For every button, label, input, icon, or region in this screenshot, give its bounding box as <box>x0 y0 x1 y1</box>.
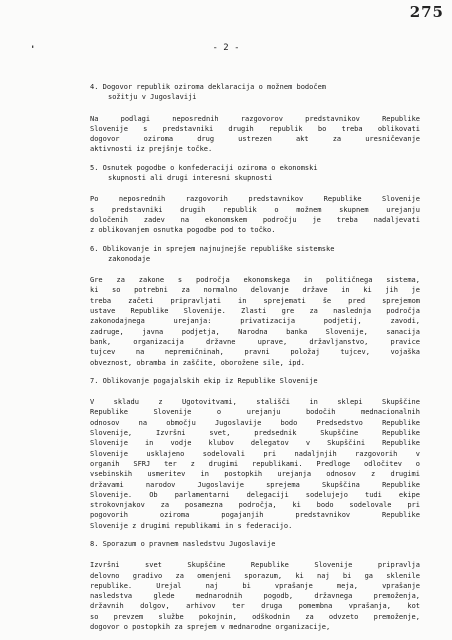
section-heading-line: 8. Sporazum o pravnem nasledstvu Jugoslavije <box>90 539 276 548</box>
paragraph-line: Slovenije z drugimi republikami in s federacijo. <box>90 521 293 530</box>
paragraph-line: so prevzem službe pokojnin, odškodnin za odvzeto premoženje, <box>90 612 420 621</box>
paragraph-line: odnosov na območju Jugoslavije bodo Predsedstvo Republike <box>90 418 420 427</box>
paragraph-line: državami narodov Jugoslavije sprejema Skupščina Republike <box>90 480 420 489</box>
paragraph-line: Gre za zakone s področja ekonomskega in političnega sistema, <box>90 276 420 285</box>
paragraph-line: Slovenije. Ob parlamentarni delegaciji sodelujejo tudi ekipe <box>90 490 420 499</box>
paragraph-line: dogovor o postopkih za sprejem v mednarodne organizacije, <box>90 623 331 632</box>
section-heading <box>90 244 420 265</box>
section-heading <box>90 163 420 184</box>
paragraph-line: državnih dolgov, arhivov ter druga pomembna vprašanja, kot <box>90 602 420 611</box>
section-paragraph <box>90 560 420 632</box>
section-heading-line: sožitju v Jugoslaviji <box>108 93 197 102</box>
paragraph-line: z oblikovanjem osnutka pogodbe pod to točko. <box>90 226 276 235</box>
paragraph-line: strokovnjakov za posamezna področja, ki bodo sodelovale pri <box>90 501 420 510</box>
paragraph-line: organih SFRJ ter z drugimi republikami. Predloge odločitev o <box>90 459 420 468</box>
paragraph-line: Slovenije, Izvršni svet, predsednik Skupščine Republike <box>90 429 420 438</box>
paragraph-line: ustave Republike Slovenije. Zlasti gre za naslednja področja <box>90 307 420 316</box>
paragraph-line: določenih zadev na ekonomskem področju je treba nadaljevati <box>90 215 420 224</box>
section-heading <box>90 539 420 549</box>
paragraph-line: pogovorih oziroma pogajanjih predstavnikov Republike <box>90 511 420 520</box>
section-paragraph <box>90 397 420 531</box>
paragraph-line: V skladu z Ugotovitvami, stališči in sklepi Skupščine <box>90 398 420 407</box>
section-heading-line: 6. Oblikovanje in sprejem najnujnejše republiške sistemske <box>90 244 335 253</box>
paragraph-line: s predstavniki drugih republik o možnem skupnem urejanju <box>90 205 420 214</box>
paragraph-line: aktivnosti iz prejšnje točke. <box>90 145 213 154</box>
section-heading-line: 4. Dogovor republik oziroma deklaracija o možnem bodočem <box>90 83 327 91</box>
paragraph-line: obveznost, obramba in zaščite, oborožene sile, ipd. <box>90 358 305 367</box>
margin-mark: ' <box>30 45 36 55</box>
paragraph-line: vsebinskih usmeritev in postopkih urejanja odnosov z drugimi <box>90 470 420 479</box>
paragraph-line: Slovenije usklajeno sodelovali pri nadaljnjih razgovorih v <box>90 449 420 458</box>
paragraph-line: bank, organizacija državne uprave, državljanstvo, pravice <box>90 337 420 346</box>
paragraph-line: zadruge, javna podjetja, Narodna banka Slovenije, sanacija <box>90 327 420 336</box>
paragraph-line: zakonodajnega urejanja: privatizacija podjetij, zavodi, <box>90 317 420 326</box>
section-heading <box>90 376 420 386</box>
section-heading-line: zakonodaje <box>108 254 151 263</box>
paragraph-line: dogovor oziroma drug ustrezen akt za uresničevanje <box>90 135 420 144</box>
section-paragraph <box>90 194 420 235</box>
page-stamp-number: 275 <box>409 3 444 21</box>
section-heading <box>90 82 420 103</box>
document-body <box>90 82 420 640</box>
page-number: - 2 - <box>212 43 240 53</box>
paragraph-line: delovno gradivo za omenjeni sporazum, ki naj bi ga sklenile <box>90 571 420 580</box>
paragraph-line: ki so potrebni za normalno delovanje države in ki jih je <box>90 286 420 295</box>
paragraph-line: Slovenije s predstavniki drugih republik bo treba oblikovati <box>90 124 420 133</box>
section-heading-line: 7. Oblikovanje pogajalskih ekip iz Republike Slovenije <box>90 376 318 385</box>
section-paragraph <box>90 114 420 155</box>
paragraph-line: Republike Slovenije o urejanju bodočih mednacionalnih <box>90 408 420 417</box>
paragraph-line: tujcev na nepremičninah, pravni položaj tujcev, vojaška <box>90 348 420 357</box>
paragraph-line: republike. Urejal naj bi vprašanje meja, vprašanje <box>90 581 420 590</box>
paragraph-line: Po neposrednih razgovorih predstavnikov Republike Slovenije <box>90 195 420 204</box>
paragraph-line: nasledstva glede mednarodnih pogodb, državnega premoženja, <box>90 592 420 601</box>
section-heading-line: skupnosti ali drugi interesni skupnosti <box>108 174 273 183</box>
section-heading-line: 5. Osnutek pogodbe o konfederaciji oziroma o ekonomski <box>90 163 318 172</box>
paragraph-line: Na podlagi neposrednih razgovorov predstavnikov Republike <box>90 114 420 123</box>
paragraph-line: Izvršni svet Skupščine Republike Slovenije pripravlja <box>90 561 420 570</box>
paragraph-line: treba začeti pripravljati in sprejemati še pred sprejemom <box>90 296 420 305</box>
paragraph-line: Slovenije in vodje klubov delegatov v Skupščini Republike <box>90 439 420 448</box>
section-paragraph <box>90 275 420 368</box>
